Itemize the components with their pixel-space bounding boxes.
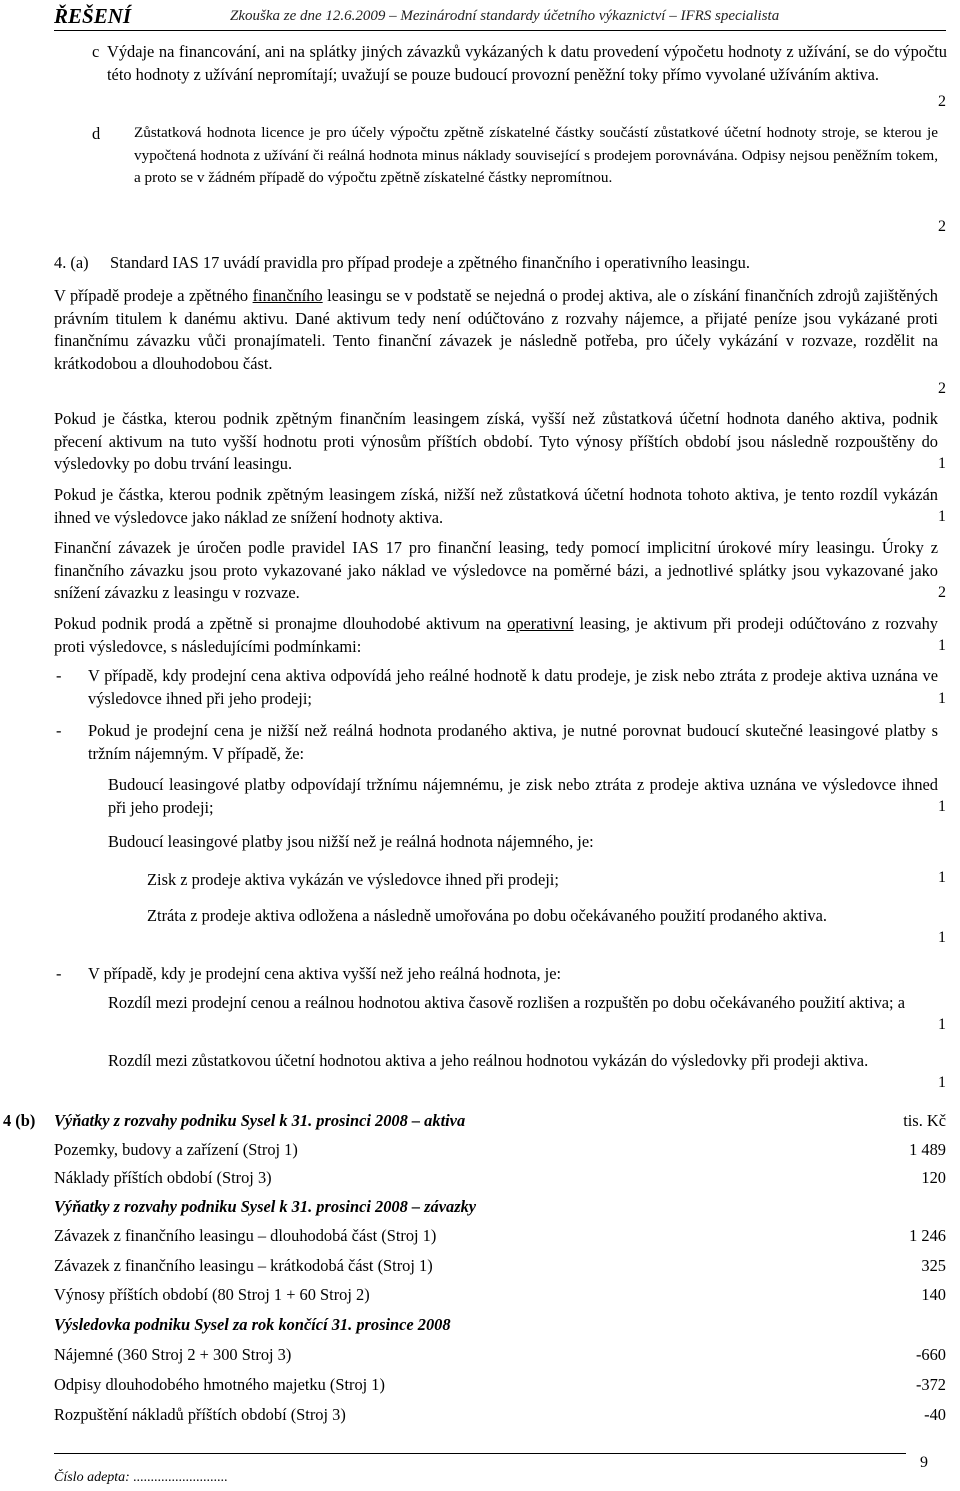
question-4a-label: 4. (a) <box>54 253 89 272</box>
bullet-dash: - <box>56 721 62 740</box>
liability-row-name: Závazek z finančního leasingu – krátkodobá část (Stroj 1) <box>54 1256 433 1275</box>
header-title: ŘEŠENÍ <box>54 4 132 28</box>
item-c-mark: 2 <box>938 93 946 110</box>
paragraph-interest: Finanční závazek je úročen podle pravidel IAS 17 pro finanční leasing, tedy pomocí implicitní úrokové míry leasingu. Úroky z finančního závazku jsou proto vykazované jako náklad ve výsledovce na poměrné bázi, a jednotlivé splátky jsou vykazované jako snížení závazku z leasingu v rozvaze. <box>54 538 938 602</box>
bullet-below-fair-value: Pokud je prodejní cena je nižší než reálná hodnota prodaného aktiva, je nutné porovnat budoucí skutečné leasingové platby s tržním nájemným. V případě, že: <box>88 721 938 763</box>
sub-sub-bullet-gain: Zisk z prodeje aktiva vykázán ve výsledovce ihned při prodeji; <box>147 870 559 889</box>
assets-title: Výňatky z rozvahy podniku Sysel k 31. prosinci 2008 – aktiva <box>54 1111 466 1130</box>
footer-rule <box>54 1453 906 1454</box>
sub-bullet-market-rent: Budoucí leasingové platby odpovídají tržnímu nájemnému, je zisk nebo ztráta z prodeje aktiva uznána ve výsledovce ihned při jeho prodeji; <box>108 775 938 817</box>
paragraph-2-mark: 1 <box>938 455 946 472</box>
bullet-1-mark: 1 <box>938 690 946 707</box>
item-c-text: Výdaje na financování, ani na splátky jiných závazků vykázaných k datu provedení výpočetu hodnoty z užívání, se do výpočtu této hodnoty z užívání nepromítají; uvažují se pouze budoucí provozní peněžní toky přímo vyvolané užíváním aktiva. <box>107 42 947 84</box>
liability-row-value: 1 246 <box>909 1226 946 1245</box>
asset-row-name: Pozemky, budovy a zařízení (Stroj 1) <box>54 1140 298 1159</box>
liability-row-value: 140 <box>921 1285 946 1304</box>
pl-row-name: Rozpuštění nákladů příštích období (Stroj 3) <box>54 1405 346 1424</box>
bullet-dash: - <box>56 964 62 983</box>
pl-row-value: -372 <box>915 1375 946 1394</box>
pl-row-value: -40 <box>924 1405 946 1424</box>
paragraph-revaluation: Pokud je částka, kterou podnik zpětným finančním leasingem získá, vyšší než zůstatková účetní hodnota daného aktiva, podnik přecení aktivum na tuto vyšší hodnotu proti výnosům příštích období. Tyto výnosy příštích období jsou následně rozpouštěny do výsledovky po dobu trvání leasingu. <box>54 409 938 473</box>
liability-row-name: Výnosy příštích období (80 Stroj 1 + 60 Stroj 2) <box>54 1285 370 1304</box>
item-d-text: Zůstatková hodnota licence je pro účely výpočtu zpětně získatelné částky součástí zůstatkové účetní hodnoty stroje, se kterou je vypočtená hodnota z užívání či reálná hodnota minus náklady související s prodejem porovnávána. Odpisy nejsou peněžním tokem, a proto se v žádném případě do výpočtu zpětně získatelné částky nepromítnou. <box>134 124 938 186</box>
asset-row-name: Náklady příštích období (Stroj 3) <box>54 1168 272 1187</box>
sub-sub-bullet-loss: Ztráta z prodeje aktiva odložena a následně umořována po dobu očekávaného použití prodaného aktiva. <box>147 906 827 925</box>
paragraph-operating-leaseback: Pokud podnik prodá a zpětně si pronajme dlouhodobé aktivum na operativní leasing, je aktivum při prodeji odúčtováno z rozvahy proti výsledovce, s následujícími podmínkami: <box>54 614 938 656</box>
underlined-financni: finančního <box>252 286 323 305</box>
page-number: 9 <box>920 1454 928 1471</box>
underlined-operativni: operativní <box>507 614 574 633</box>
paragraph-3-mark: 1 <box>938 508 946 525</box>
bullet-dash: - <box>56 666 62 685</box>
sub-bullet-deferred: Rozdíl mezi prodejní cenou a reálnou hodnotou aktiva časově rozlišen a rozpuštěn po dobu očekávaného použití aktiva; a <box>108 993 905 1012</box>
bullet-fair-value: V případě, kdy prodejní cena aktiva odpovídá jeho reálné hodnotě k datu prodeje, je zisk nebo ztráta z prodeje aktiva uznána ve výsledovce ihned při jeho prodeji; <box>88 666 938 708</box>
pl-row-name: Nájemné (360 Stroj 2 + 300 Stroj 3) <box>54 1345 292 1364</box>
sub-bullet-2a-mark: 1 <box>938 798 946 815</box>
asset-row-value: 120 <box>921 1168 946 1187</box>
paragraph-1-mark: 2 <box>938 380 946 397</box>
sub-sub-bullet-1-mark: 1 <box>938 869 946 886</box>
pl-row-value: -660 <box>915 1345 946 1364</box>
header-subtitle: Zkouška ze dne 12.6.2009 – Mezinárodní standardy účetního výkaznictví – IFRS specialista <box>230 8 780 24</box>
liabilities-title: Výňatky z rozvahy podniku Sysel k 31. prosinci 2008 – závazky <box>54 1197 477 1216</box>
item-d-mark: 2 <box>938 218 946 235</box>
liability-row-value: 325 <box>921 1256 946 1275</box>
paragraph-4-mark: 2 <box>938 584 946 601</box>
paragraph-5-mark: 1 <box>938 637 946 654</box>
header-rule <box>54 30 946 31</box>
liability-row-name: Závazek z finančního leasingu – dlouhodobá část (Stroj 1) <box>54 1226 437 1245</box>
unit-label: tis. Kč <box>903 1111 946 1130</box>
question-4a-title: Standard IAS 17 uvádí pravidla pro případ prodeje a zpětného finančního i operativního leasingu. <box>110 253 750 272</box>
pl-row-name: Odpisy dlouhodobého hmotného majetku (Stroj 1) <box>54 1375 385 1394</box>
income-statement-title: Výsledovka podniku Sysel za rok končící 31. prosince 2008 <box>54 1315 451 1334</box>
sub-bullet-3b-mark: 1 <box>938 1074 946 1091</box>
question-4b-label: 4 (b) <box>3 1111 36 1130</box>
item-c-label: c <box>92 42 100 61</box>
candidate-number: Číslo adepta: ........................... <box>54 1470 228 1485</box>
sub-bullet-3a-mark: 1 <box>938 1016 946 1033</box>
sub-bullet-carrying-amount: Rozdíl mezi zůstatkovou účetní hodnotou aktiva a jeho reálnou hodnotou vykázán do výsledovky při prodeji aktiva. <box>108 1051 869 1070</box>
paragraph-impairment: Pokud je částka, kterou podnik zpětným leasingem získá, nižší než zůstatková účetní hodnota tohoto aktiva, je tento rozdíl vykázán ihned ve výsledovce jako náklad ze snížení hodnoty aktiva. <box>54 485 938 527</box>
paragraph-finance-leaseback: V případě prodeje a zpětného finančního leasingu se v podstatě se nejedná o prodej aktiva, ale o získání finančních zdrojů zajištěných právním titulem k danému aktivu. Dané aktivum tedy není odúčtováno z rozvahy nájemce, a přijaté peníze jsou vykázané proti finančnímu závazku vůči pronajímateli. Tento finanční závazek je následně potřeba, pro účely vykázání v rozvaze, rozdělit na krátkodobou a dlouhodobou část. <box>54 286 938 373</box>
sub-sub-bullet-2-mark: 1 <box>938 929 946 946</box>
item-d-label: d <box>92 124 101 143</box>
sub-bullet-below-market-rent: Budoucí leasingové platby jsou nižší než je reálná hodnota nájemného, je: <box>108 832 594 851</box>
bullet-above-fair-value: V případě, kdy je prodejní cena aktiva vyšší než jeho reálná hodnota, je: <box>88 964 562 983</box>
asset-row-value: 1 489 <box>909 1140 946 1159</box>
